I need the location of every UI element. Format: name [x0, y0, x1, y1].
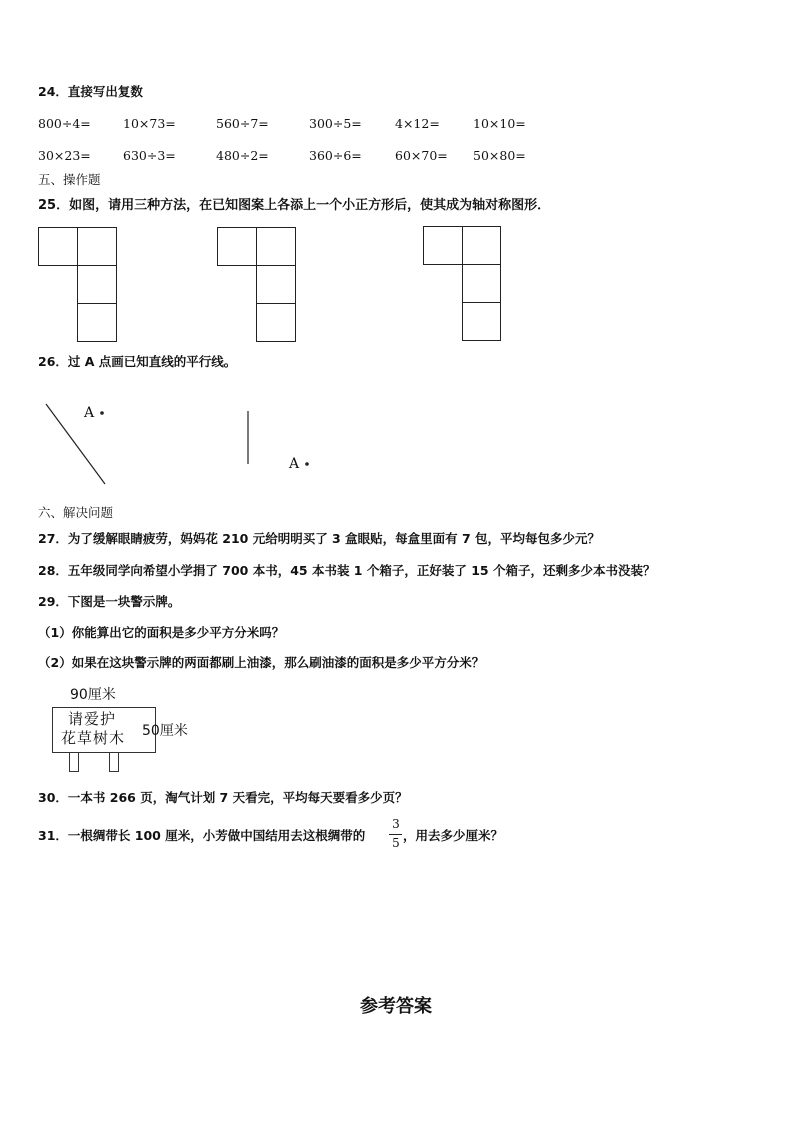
point-a-label: A: [289, 456, 300, 472]
q30-text: 30．一本书 266 页，淘气计划 7 天看完，平均每天要看多少页？: [38, 790, 408, 805]
point-a-label: A: [84, 405, 95, 421]
calc-item: 4×12=: [395, 116, 440, 131]
q24-title: 24．直接写出复数: [38, 84, 143, 99]
calc-item: 30×23=: [38, 148, 91, 163]
q29-sub2: （2）如果在这块警示牌的两面都刷上油漆，那么刷油漆的面积是多少平方分米？: [38, 655, 485, 670]
answers-title: 参考答案: [360, 996, 432, 1017]
calc-item: 50×80=: [473, 148, 526, 163]
fraction-numerator: 3: [392, 817, 400, 831]
section-heading-5: 五、操作题: [38, 172, 101, 187]
point-a-dot: [305, 462, 309, 466]
q28-text: 28．五年级同学向希望小学捐了 700 本书，45 本书装 1 个箱子，正好装了 15 个箱子，还剩多少本书没装？: [38, 563, 656, 578]
calc-item: 480÷2=: [216, 148, 269, 163]
calc-item: 800÷4=: [38, 116, 91, 131]
calc-item: 10×10=: [473, 116, 526, 131]
height-label: 50厘米: [142, 723, 188, 739]
fraction-denominator: 5: [392, 836, 400, 850]
width-label: 90厘米: [70, 687, 116, 703]
q27-text: 27．为了缓解眼睛疲劳，妈妈花 210 元给明明买了 3 盒眼贴，每盒里面有 7 包，平均每包多少元？: [38, 531, 600, 546]
q26-text: 26．过 A 点画已知直线的平行线。: [38, 354, 237, 369]
section-heading-6: 六、解决问题: [38, 505, 114, 520]
calc-item: 360÷6=: [309, 148, 362, 163]
calc-item: 300÷5=: [309, 116, 362, 131]
sign-leg: [69, 752, 79, 772]
q31-text-before: 31．一根绸带长 100 厘米，小芳做中国结用去这根绸带的: [38, 828, 366, 843]
calc-item: 60×70=: [395, 148, 448, 163]
sign-text-line-2: 花草树木: [61, 729, 126, 747]
q29-sub1: （1）你能算出它的面积是多少平方分米吗？: [38, 625, 285, 640]
calc-item: 10×73=: [123, 116, 176, 131]
q31-text-after: ，用去多少厘米？: [403, 828, 504, 843]
q25-text: 25．如图，请用三种方法，在已知图案上各添上一个小正方形后，使其成为轴对称图形．: [38, 198, 551, 213]
q29-text: 29．下图是一块警示牌。: [38, 594, 181, 609]
calc-item: 560÷7=: [216, 116, 269, 131]
calc-item: 630÷3=: [123, 148, 176, 163]
point-a-dot: [100, 411, 104, 415]
sign-text-line-1: 请爱护: [68, 710, 117, 728]
given-line-diagonal: [46, 404, 105, 484]
sign-leg: [109, 752, 119, 772]
fraction-bar: [389, 834, 402, 835]
